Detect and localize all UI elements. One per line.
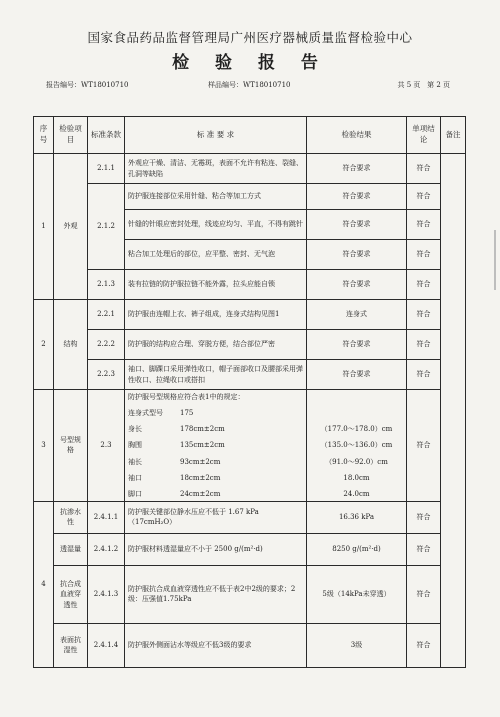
row-conclusion: 符合 xyxy=(407,270,441,300)
row-conclusion: 符合 xyxy=(407,501,441,533)
row-conclusion: 符合 xyxy=(407,154,441,184)
row-clause: 2.4.1.3 xyxy=(88,565,125,623)
row-conclusion: 符合 xyxy=(407,210,441,240)
table-row xyxy=(34,330,466,360)
size-spec-cell xyxy=(125,390,307,502)
row-requirement: 针缝的针眼应密封处理，线迹应均匀、平直，不得有跳针 xyxy=(125,210,307,240)
size-spec-row: 胸围 135cm±2cm xyxy=(128,441,225,450)
row-clause: 2.1.2 xyxy=(88,184,125,270)
header-remarks: 备注 xyxy=(441,117,466,154)
row-conclusion: 符合 xyxy=(407,565,441,623)
row-result: 符合要求 xyxy=(307,184,407,210)
row-requirement: 防护服关键部位静水压应不低于 1.67 kPa（17cmH₂O） xyxy=(125,501,307,533)
size-spec-intro: 防护服号型规格应符合表1中的规定： xyxy=(128,393,245,401)
table-row xyxy=(34,533,466,565)
table-row xyxy=(34,300,466,330)
inspection-table xyxy=(33,116,466,668)
size-result-cell: （177.0～178.0）cm （135.0～136.0）cm （91.0～92.0）cm 18.0cm 24.0cm xyxy=(307,390,407,502)
row-requirement: 防护服连接部位采用针缝、粘合等加工方式 xyxy=(125,184,307,210)
row-requirement: 防护服的结构应合理、穿脱方便，结合部位严密 xyxy=(125,330,307,360)
row-result: 符合要求 xyxy=(307,240,407,270)
report-number: 报告编号：WT18010710 xyxy=(46,81,129,89)
row-subitem: 抗合成血液穿透性 xyxy=(54,565,88,623)
row-clause: 2.4.1.2 xyxy=(88,533,125,565)
row-clause: 2.1.3 xyxy=(88,270,125,300)
header-result: 检验结果 xyxy=(307,117,407,154)
row-no: 3 xyxy=(34,390,54,502)
row-result: 16.36 kPa xyxy=(307,501,407,533)
report-title: 检 验 报 告 xyxy=(172,53,328,73)
row-conclusion: 符合 xyxy=(407,184,441,210)
row-clause: 2.3 xyxy=(88,390,125,502)
size-spec-row: 袖口 18cm±2cm xyxy=(128,473,221,482)
table-row xyxy=(34,360,466,390)
row-conclusion: 符合 xyxy=(407,240,441,270)
row-conclusion: 符合 xyxy=(407,300,441,330)
row-no: 1 xyxy=(34,154,54,300)
row-result: 3级 xyxy=(307,623,407,667)
row-subitem: 透湿量 xyxy=(54,533,88,565)
header-item: 检验项目 xyxy=(54,117,88,154)
row-requirement: 外观应干燥、清洁、无霉斑，表面不允许有粘连、裂缝、孔洞等缺陷 xyxy=(125,154,307,184)
table-header-row xyxy=(34,117,466,154)
table-row xyxy=(34,623,466,667)
row-result: 符合要求 xyxy=(307,210,407,240)
size-spec-row: 脚口 24cm±2cm xyxy=(128,489,221,498)
row-conclusion: 符合 xyxy=(407,390,441,502)
row-requirement: 粘合加工处理后的部位，应平整、密封、无气泡 xyxy=(125,240,307,270)
row-clause: 2.2.2 xyxy=(88,330,125,360)
size-spec-row: 连身式型号 175 xyxy=(128,409,194,418)
size-spec-row: 袖长 93cm±2cm xyxy=(128,457,221,466)
row-requirement: 装有拉链的防护服拉链不能外露，拉头应能自锁 xyxy=(125,270,307,300)
row-conclusion: 符合 xyxy=(407,533,441,565)
header-no: 序号 xyxy=(34,117,54,154)
table-row xyxy=(34,390,466,502)
header-requirement: 标 准 要 求 xyxy=(125,117,307,154)
row-requirement: 防护服抗合成血液穿透性应不低于表2中2级的要求；2级：压强值1.75kPa xyxy=(125,565,307,623)
page-indicator: 共 5 页 第 2 页 xyxy=(397,81,450,89)
table-row xyxy=(34,154,466,184)
table-row xyxy=(34,184,466,210)
row-requirement: 防护服由连帽上衣、裤子组成，连身式结构见图1 xyxy=(125,300,307,330)
row-conclusion: 符合 xyxy=(407,623,441,667)
row-result: 8250 g/(m²·d) xyxy=(307,533,407,565)
row-requirement: 防护服材料透湿量应不小于 2500 g/(m²·d) xyxy=(125,533,307,565)
row-clause: 2.1.1 xyxy=(88,154,125,184)
row-item: 号型规格 xyxy=(54,390,88,502)
row-result: 符合要求 xyxy=(307,330,407,360)
row-result: 符合要求 xyxy=(307,270,407,300)
table-row xyxy=(34,565,466,623)
row-result: 连身式 xyxy=(307,300,407,330)
row-conclusion: 符合 xyxy=(407,360,441,390)
row-result: 5级（14kPa未穿透） xyxy=(307,565,407,623)
row-clause: 2.2.1 xyxy=(88,300,125,330)
row-item: 外观 xyxy=(54,154,88,300)
row-subitem: 表面抗湿性 xyxy=(54,623,88,667)
row-conclusion: 符合 xyxy=(407,330,441,360)
scan-artifact xyxy=(494,230,496,290)
table-row xyxy=(34,270,466,300)
header-clause: 标准条款 xyxy=(88,117,125,154)
sample-number: 样品编号：WT18010710 xyxy=(208,81,291,89)
row-subitem: 抗渗水性 xyxy=(54,501,88,533)
row-requirement: 袖口、脚踝口采用弹性收口，帽子面部收口及腰部采用弹性收口、拉绳收口或搭扣 xyxy=(125,360,307,390)
row-no: 2 xyxy=(34,300,54,390)
size-spec-row: 身长 178cm±2cm xyxy=(128,425,225,434)
remarks-cell xyxy=(441,154,466,668)
row-result: 符合要求 xyxy=(307,360,407,390)
organization-name: 国家食品药品监督管理局广州医疗器械质量监督检验中心 xyxy=(87,30,413,45)
row-result: 符合要求 xyxy=(307,154,407,184)
row-item: 结构 xyxy=(54,300,88,390)
row-requirement: 防护服外侧面沾水等级应不低3级的要求 xyxy=(125,623,307,667)
table-row xyxy=(34,501,466,533)
row-clause: 2.4.1.4 xyxy=(88,623,125,667)
header-conclusion: 单项结论 xyxy=(407,117,441,154)
row-clause: 2.4.1.1 xyxy=(88,501,125,533)
row-clause: 2.2.3 xyxy=(88,360,125,390)
row-no: 4 xyxy=(34,501,54,667)
